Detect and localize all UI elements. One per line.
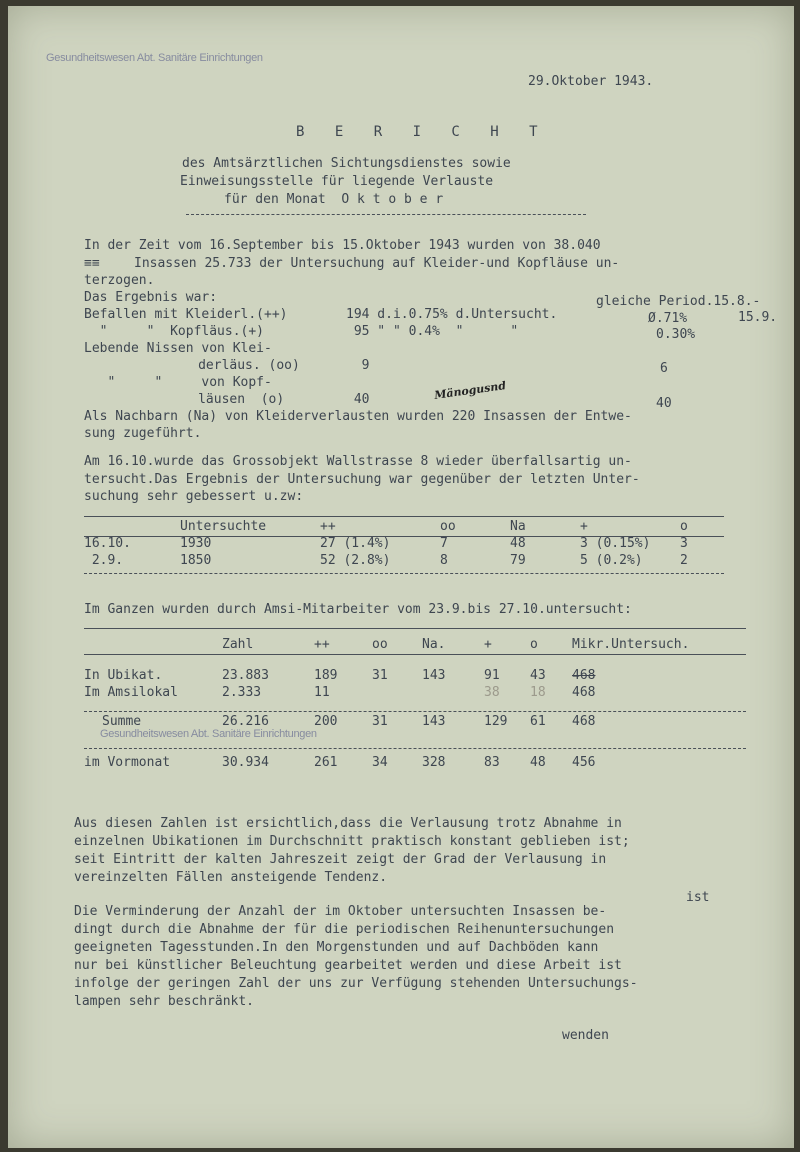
result-row-compare: 40 (656, 396, 672, 411)
table1 (80, 518, 720, 569)
table2-prev-rule (84, 748, 746, 749)
table-cell: 3 (0.15%) (580, 536, 651, 551)
table-cell (418, 684, 480, 701)
table-cell: 468 (572, 714, 596, 729)
para6-line-3: geeigneten Tagesstunden.In den Morgenstunden und auf Dachböden kann (74, 940, 599, 955)
table-cell: Summe (102, 714, 142, 729)
table2-prev-row (80, 754, 742, 771)
table-cell: 2.333 (222, 685, 262, 700)
subtitle-line-1: des Amtsärztlichen Sichtungsdienstes sowie (182, 156, 511, 171)
table-cell: 2 (680, 553, 688, 568)
table2-header-rule (84, 654, 746, 655)
para5-line-4: vereinzelten Fällen ansteigende Tendenz. (74, 870, 388, 885)
table-header-cell: oo (440, 519, 456, 534)
table-cell: 143 (422, 714, 446, 729)
para1-line-1: In der Zeit vom 16.September bis 15.Oktober 1943 wurden von 38.040 (84, 238, 601, 253)
subtitle-line-3: für den Monat O k t o b e r (224, 192, 444, 207)
table-cell: 2.9. (84, 553, 124, 568)
table-cell: 200 (314, 714, 338, 729)
result-row-label: läusen (o) (112, 392, 285, 407)
handwritten-note: Mänogusnd (433, 379, 507, 402)
table-header-cell: Mikr.Untersuch. (572, 637, 690, 652)
document-date: 29.Oktober 1943. (528, 74, 654, 89)
table-cell: 468 (572, 685, 596, 700)
table-header-cell: Zahl (222, 637, 254, 652)
result-row-label: Lebende Nissen von Klei- (84, 341, 272, 356)
table-cell: 26.216 (222, 714, 269, 729)
table-cell: 261 (314, 755, 338, 770)
table-cell: 23.883 (222, 668, 269, 683)
table2-header-row (80, 636, 742, 653)
table-cell: 7 (440, 536, 448, 551)
table-cell: 328 (422, 755, 446, 770)
table-cell: 18 (530, 685, 546, 700)
table-cell: 456 (572, 755, 596, 770)
table-cell: im Vormonat (84, 755, 171, 770)
subtitle-line-2: Einweisungsstelle für liegende Verlauste (180, 174, 494, 189)
table-cell: 34 (372, 755, 388, 770)
table-cell: 61 (530, 714, 546, 729)
para6-line-1: Die Verminderung der Anzahl der im Oktober untersuchten Insassen be- (74, 904, 607, 919)
result-row-label: " " von Kopf- (84, 375, 272, 390)
result-row-compare: Ø.71% (648, 311, 688, 326)
para1-line-3: terzogen. (84, 273, 155, 288)
table-cell: 8 (440, 553, 448, 568)
result-row-value: 95 " " 0.4% " " (346, 324, 519, 339)
para1-line-2: Insassen 25.733 der Untersuchung auf Kleider-und Kopfläuse un- (134, 256, 620, 271)
table-cell (368, 684, 418, 701)
para4: Im Ganzen wurden durch Amsi-Mitarbeiter vom 23.9.bis 27.10.untersucht: (84, 602, 632, 617)
result-row-value: 40 (346, 392, 370, 407)
result-row-value: 9 (346, 358, 370, 373)
para6-line-2: dingt durch die Abnahme der für die periodischen Reihenuntersuchungen (74, 922, 615, 937)
table-cell: 31 (372, 714, 388, 729)
strike-mark: ≡≡ (84, 256, 100, 271)
title-underline (186, 214, 586, 215)
result-row-label: Befallen mit Kleiderl.(++) (84, 307, 288, 322)
table-cell: 3 (680, 536, 688, 551)
table-header-cell: Na (510, 519, 526, 534)
para6-insert: ist (686, 890, 710, 905)
table-header-cell (80, 518, 176, 535)
para3-line-1: Am 16.10.wurde das Grossobjekt Wallstrasse 8 wieder überfallsartig un- (84, 454, 632, 469)
table-cell: 43 (530, 668, 546, 683)
table-row (80, 552, 720, 569)
table-cell: 129 (484, 714, 508, 729)
table-cell: 16.10. (84, 536, 131, 551)
table-cell: 27 (1.4%) (320, 536, 391, 551)
result-row-value: 194 d.i.0.75% d.Untersucht. (346, 307, 558, 322)
table-cell: 83 (484, 755, 500, 770)
table1-header-rule (84, 536, 724, 537)
table-cell: 91 (484, 668, 500, 683)
table2 (80, 636, 742, 771)
table1-top-rule (84, 516, 724, 517)
table-header-cell: + (484, 637, 492, 652)
para3-line-2: tersucht.Das Ergebnis der Untersuchung war gegenüber der letzten Unter- (84, 472, 640, 487)
table-cell: 48 (530, 755, 546, 770)
table2-top-rule (84, 628, 746, 629)
table-header-cell: ++ (314, 637, 330, 652)
result-row-compare: 0.30% (656, 327, 696, 342)
table-cell: 31 (372, 668, 388, 683)
table-header-cell: oo (372, 637, 388, 652)
table-cell: Im Amsilokal (84, 685, 178, 700)
para5-line-3: seit Eintritt der kalten Jahreszeit zeigt der Grad der Verlausung in (74, 852, 607, 867)
table-row (80, 667, 742, 684)
table-cell: 48 (510, 536, 526, 551)
table-cell: 468 (572, 668, 596, 683)
table-cell: 38 (484, 685, 500, 700)
para6-line-5: infolge der geringen Zahl der uns zur Verfügung stehenden Untersuchungs- (74, 976, 638, 991)
table-cell: 11 (314, 685, 330, 700)
table-cell: In Ubikat. (84, 668, 163, 683)
para2-line-1: Als Nachbarn (Na) von Kleiderverlausten wurden 220 Insassen der Entwe- (84, 409, 632, 424)
table-cell: 1930 (180, 536, 212, 551)
document-page (8, 6, 794, 1148)
table-row (80, 684, 742, 701)
result-row-label: derläus. (oo) (112, 358, 300, 373)
compare-header-2: 15.9. (738, 310, 778, 325)
para5-line-2: einzelnen Ubikationen im Durchschnitt praktisch konstant geblieben ist; (74, 834, 630, 849)
table-header-cell: o (680, 519, 688, 534)
table1-header-row (80, 518, 720, 535)
table1-bottom-rule (84, 573, 724, 574)
table-header-cell (80, 636, 218, 653)
table-cell: 52 (2.8%) (320, 553, 391, 568)
compare-header: gleiche Period.15.8.- (596, 294, 761, 309)
table-cell: 143 (422, 668, 446, 683)
para6-line-6: lampen sehr beschränkt. (74, 994, 255, 1009)
table-cell: 30.934 (222, 755, 269, 770)
header-stamp: Gesundheitswesen Abt. Sanitäre Einrichtungen (46, 52, 263, 64)
para5-line-1: Aus diesen Zahlen ist ersichtlich,dass die Verlausung trotz Abnahme in (74, 816, 622, 831)
sum-stamp: Gesundheitswesen Abt. Sanitäre Einrichtungen (100, 728, 317, 740)
table-header-cell: ++ (320, 519, 336, 534)
table-cell: 189 (314, 668, 338, 683)
document-title: B E R I C H T (296, 124, 549, 140)
para2-line-2: sung zugeführt. (84, 426, 202, 441)
result-row-label: " " Kopfläus.(+) (84, 324, 265, 339)
para3-line-3: suchung sehr gebessert u.zw: (84, 489, 304, 504)
table-header-cell: Na. (422, 637, 446, 652)
table-row (80, 535, 720, 552)
results-intro: Das Ergebnis war: (84, 290, 218, 305)
footer-turn-page: wenden (562, 1028, 609, 1043)
table-cell: 5 (0.2%) (580, 553, 643, 568)
table-header-cell: + (580, 519, 588, 534)
table-header-cell: Untersuchte (180, 519, 267, 534)
result-row-compare: 6 (660, 361, 668, 376)
table2-sum-rule (84, 711, 746, 712)
table-header-cell: o (530, 637, 538, 652)
table-cell: 1850 (180, 553, 212, 568)
para6-line-4: nur bei künstlicher Beleuchtung gearbeitet werden und diese Arbeit ist (74, 958, 622, 973)
table-cell: 79 (510, 553, 526, 568)
